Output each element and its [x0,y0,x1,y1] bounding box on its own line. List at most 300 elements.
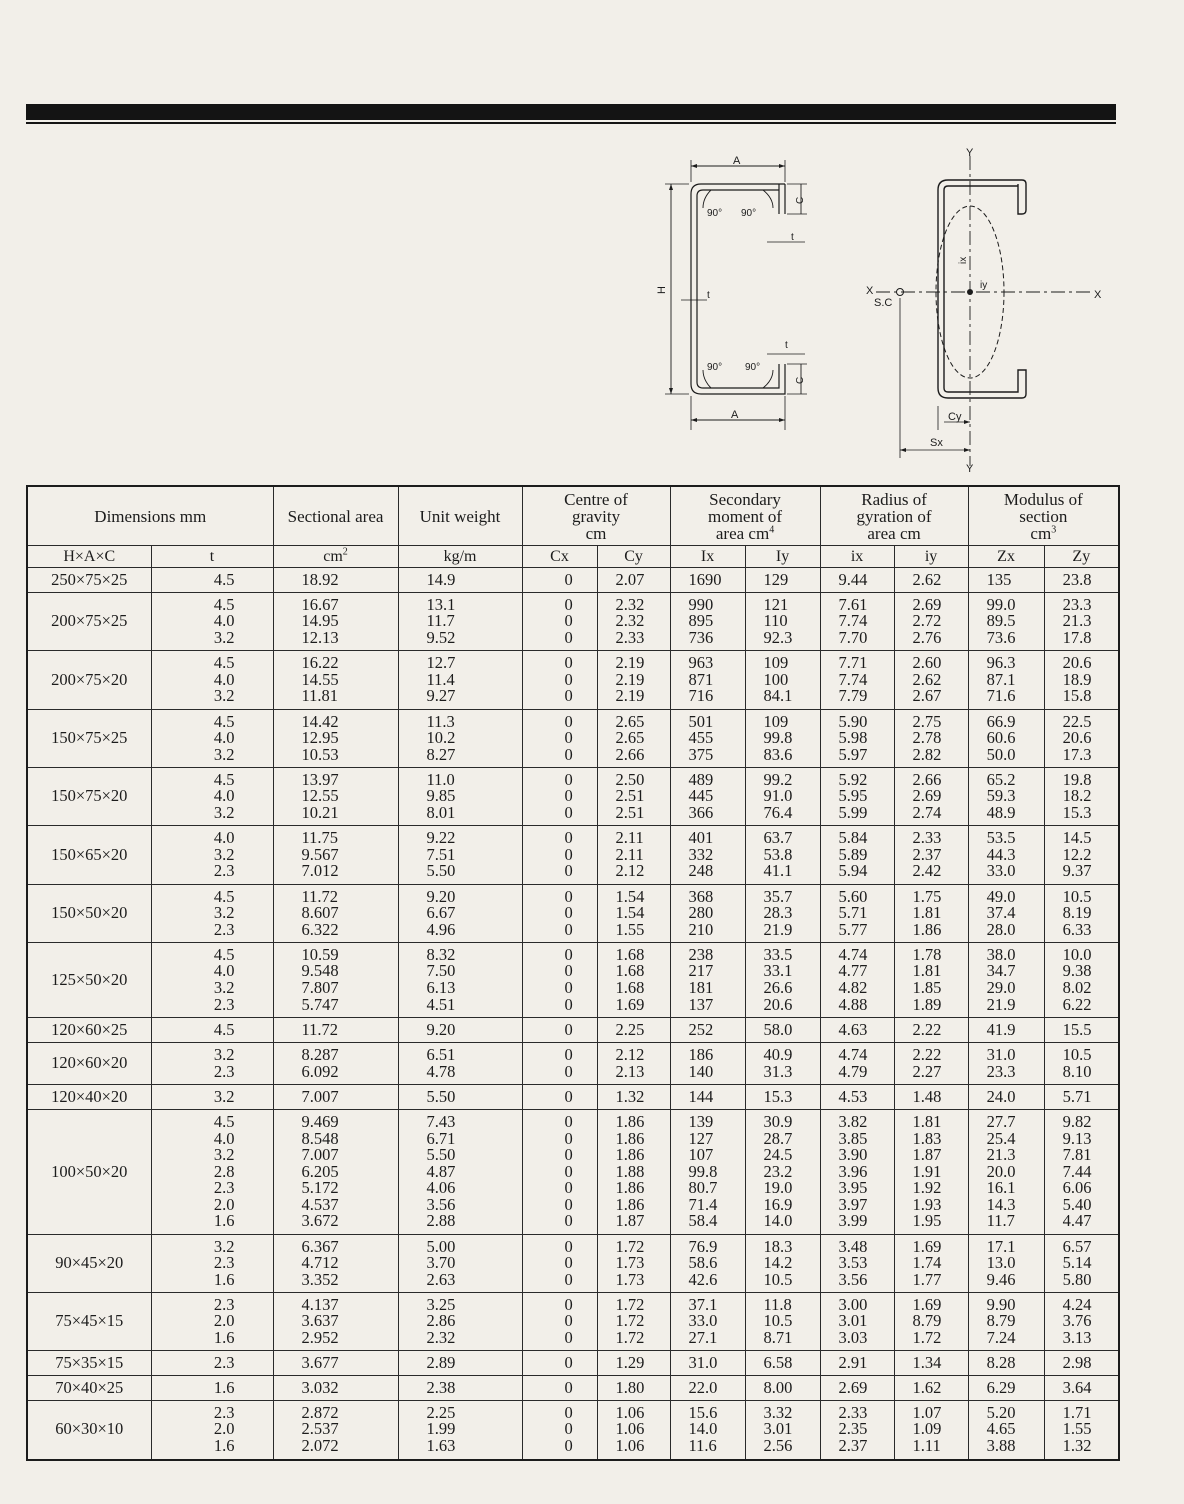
cell-line: 96.3 [986,653,1016,673]
cell-line: 2.07 [615,569,645,589]
cell-line: 89.5 [986,611,1016,631]
cell-line: 31.0 [688,1352,718,1372]
cell-line: 4.5 [213,653,235,673]
cell-line: 0 [564,844,573,864]
cell-cx [522,1235,597,1293]
cell-line: 0 [564,1178,573,1198]
cell-line: 24.0 [986,1086,1016,1106]
table-row [27,710,1119,768]
cell-line: 2.3 [213,1294,235,1314]
cell-sectional-area [273,768,398,826]
cell-line: 3.2 [213,1236,235,1256]
cell-sectional-area [273,651,398,710]
cell-dimensions: 120×40×20 [27,1085,151,1110]
cell-ix-moment [670,710,745,768]
cell-line: 6.092 [301,1061,339,1081]
cell-line: 1.92 [912,1178,942,1198]
cell-line: 14.2 [763,1253,793,1273]
cell-line: 2.22 [912,1044,942,1064]
cell-zx [968,943,1044,1018]
cell-line: 3.53 [838,1253,868,1273]
cell-line: 10.21 [301,802,339,822]
cell-line: 4.0 [213,669,235,689]
cell-line: 0 [564,1194,573,1214]
cell-line: 0 [564,569,573,589]
cell-line: 489 [688,769,714,789]
cell-iy-radius [894,1351,968,1376]
cell-dimensions: 150×50×20 [27,885,151,943]
cell-line: 48.9 [986,802,1016,822]
cell-line: 10.5 [763,1311,793,1331]
cell-dimensions: 250×75×25 [27,568,151,593]
cell-cy [597,710,670,768]
cell-ix-radius [820,1401,894,1460]
header-unit-weight: Unit weight [398,486,522,546]
cell-line: 12.2 [1062,844,1092,864]
table-row [27,1018,1119,1043]
cell-line: 6.71 [426,1128,456,1148]
cell-line: 0 [564,961,573,981]
cell-ix-radius [820,1085,894,1110]
cell-line: 38.0 [986,944,1016,964]
cell-ix-moment [670,593,745,651]
cell-line: 181 [688,978,714,997]
cell-line: 1.87 [912,1145,942,1165]
cell-line: 10.5 [1062,886,1092,906]
cell-zy [1044,1376,1119,1401]
cell-zy [1044,826,1119,885]
table-row [27,768,1119,826]
cell-line: 129 [763,569,789,589]
cell-line: 1.29 [615,1352,645,1372]
cell-line: 3.352 [301,1269,339,1289]
cell-line: 0 [564,1086,573,1106]
cell-line: 15.3 [1062,802,1092,822]
cell-line: 7.24 [986,1327,1016,1347]
cell-line: 1.78 [912,944,942,964]
cell-line: 18.9 [1062,669,1092,689]
cell-dimensions: 120×60×20 [27,1043,151,1085]
cell-line: 3.25 [426,1294,456,1314]
cell-line: 0 [564,944,573,964]
cell-unit-weight [398,1235,522,1293]
cell-ix-radius [820,651,894,710]
cell-line: 15.8 [1062,686,1092,706]
cell-line: 100 [763,669,789,689]
cell-line: 30.9 [763,1111,793,1131]
cell-sectional-area [273,1235,398,1293]
dim-label-c-top: C [795,196,806,204]
table-row [27,1401,1119,1460]
cell-line: 0 [564,728,573,748]
cell-line: 1.86 [615,1178,645,1198]
cell-line: 2.3 [213,861,235,881]
cell-cx [522,1401,597,1460]
cell-line: 11.3 [426,711,455,731]
cell-line: 186 [688,1044,714,1064]
cell-line: 8.287 [301,1044,339,1064]
cell-line: 0 [564,1044,573,1064]
cell-line: 0 [564,886,573,906]
cell-line: 4.0 [213,1128,235,1148]
cell-line: 4.5 [213,569,235,589]
cell-line: 1.72 [615,1311,645,1331]
cell-line: 1.74 [912,1253,942,1273]
cell-line: 4.5 [213,594,235,614]
cell-line: 11.7 [426,611,455,631]
table-row [27,943,1119,1018]
cell-line: 9.46 [986,1269,1016,1289]
cell-line: 2.35 [838,1419,868,1439]
cell-line: 1.69 [615,994,645,1014]
cell-line: 3.48 [838,1236,868,1256]
cell-sectional-area [273,1018,398,1043]
cell-line: 92.3 [763,627,793,647]
cell-line: 33.5 [763,944,793,964]
cell-line: 2.25 [615,1019,645,1039]
cell-line: 10.0 [1062,944,1092,964]
cell-line: 7.81 [1062,1145,1092,1165]
cell-zx [968,710,1044,768]
cell-line: 4.5 [213,1111,235,1131]
cell-iy-moment [745,1085,820,1110]
cell-dimensions: 70×40×25 [27,1376,151,1401]
dim-label-t-bottom: t [785,340,788,351]
cell-line: 2.37 [912,844,942,864]
cell-line: 28.3 [763,903,793,923]
cell-line: 4.5 [213,1019,235,1039]
cell-line: 12.95 [301,728,339,748]
cell-line: 5.14 [1062,1253,1092,1273]
cell-line: 42.6 [688,1269,718,1289]
cell-line: 23.2 [763,1161,793,1181]
cell-zx [968,826,1044,885]
cell-line: 17.8 [1062,627,1092,647]
cell-unit-weight [398,1018,522,1043]
cell-line: 238 [688,944,714,964]
angle-label-top-right: 90° [741,208,757,219]
cell-ix-moment [670,1293,745,1351]
cell-line: 1.68 [615,978,645,997]
table-row [27,593,1119,651]
cell-line: 109 [763,653,789,673]
cell-line: 8.548 [301,1128,339,1148]
cell-zx [968,1043,1044,1085]
cell-line: 1.88 [615,1161,645,1181]
cell-line: 60.6 [986,728,1016,748]
cell-line: 8.28 [986,1352,1016,1372]
cell-sectional-area [273,885,398,943]
cell-line: 41.9 [986,1019,1016,1039]
cell-line: 1.83 [912,1128,942,1148]
cell-zy [1044,593,1119,651]
cell-line: 18.92 [301,569,339,589]
cell-line: 29.0 [986,978,1016,997]
cell-thickness [151,1401,273,1460]
subheader-zx: Zx [968,546,1044,568]
cell-line: 5.71 [838,903,868,923]
cell-line: 4.96 [426,919,456,939]
cell-line: 4.5 [213,886,235,906]
header-modulus-of-section: Modulus of section $cm^3$ [968,486,1119,546]
cell-line: 58.6 [688,1253,718,1273]
cell-unit-weight [398,1351,522,1376]
cell-line: 5.20 [986,1402,1016,1422]
cell-line: 23.3 [1062,594,1092,614]
cell-line: 7.70 [838,627,868,647]
angle-label-top-left: 90° [707,208,723,219]
cell-line: 4.24 [1062,1294,1092,1314]
cell-line: 8.00 [763,1377,793,1397]
cell-line: 63.7 [763,828,793,848]
cell-line: 9.20 [426,886,456,906]
header-sectional-area: Sectional area [273,486,398,546]
cell-line: 24.5 [763,1145,793,1165]
cell-line: 3.88 [986,1436,1016,1456]
cell-line: 1.86 [615,1111,645,1131]
cell-line: 1.6 [213,1327,235,1347]
header-secondary-moment: Secondary moment of area $cm^4$ [670,486,820,546]
cell-line: 33.0 [986,861,1016,881]
cell-iy-moment [745,943,820,1018]
cell-line: 3.01 [763,1419,793,1439]
cell-zy [1044,568,1119,593]
cell-cx [522,826,597,885]
cell-line: 3.2 [213,744,235,764]
cell-cx [522,710,597,768]
cell-dimensions: 200×75×25 [27,593,151,651]
cell-line: 3.96 [838,1161,868,1181]
dim-label-a-top: A [733,155,741,167]
cell-ix-moment [670,651,745,710]
cell-line: 1690 [688,569,722,589]
cell-zx [968,1110,1044,1235]
cell-iy-moment [745,593,820,651]
cell-line: 16.22 [301,653,339,673]
cell-thickness [151,1376,273,1401]
cell-dimensions: 125×50×20 [27,943,151,1018]
cell-line: 7.71 [838,653,868,673]
cell-line: 2.0 [213,1311,235,1331]
cell-line: 4.0 [213,786,235,806]
cell-line: 0 [564,978,573,997]
cell-line: 4.06 [426,1178,456,1198]
cell-iy-radius [894,593,968,651]
cell-line: 1.71 [1062,1402,1092,1422]
subheader-iy-radius: iy [894,546,968,568]
cell-line: 736 [688,627,714,647]
cell-line: 2.32 [615,611,645,631]
cell-line: 2.33 [838,1402,868,1422]
cell-line: 2.67 [912,686,942,706]
subheader-iy-moment: Iy [745,546,820,568]
cell-unit-weight [398,651,522,710]
cell-line: 2.88 [426,1211,456,1231]
cell-line: 22.0 [688,1377,718,1397]
dim-label-t-top: t [791,232,794,243]
cell-line: 8.79 [986,1311,1016,1331]
cell-line: 21.3 [1062,611,1092,631]
cell-line: 1.99 [426,1419,456,1439]
table-row [27,568,1119,593]
cell-line: 1.73 [615,1253,645,1273]
angle-label-bottom-right: 90° [745,362,761,373]
cell-line: 2.33 [615,627,645,647]
cell-sectional-area [273,943,398,1018]
cell-line: 5.50 [426,1086,456,1106]
cell-line: 1.32 [1062,1436,1092,1456]
cell-iy-radius [894,1235,968,1293]
cell-line: 9.52 [426,627,456,647]
cell-line: 71.6 [986,686,1016,706]
cell-line: 0 [564,994,573,1014]
channel-dimension-diagram [655,148,820,438]
cell-line: 16.9 [763,1194,793,1214]
cell-line: 7.43 [426,1111,456,1131]
cell-line: 7.807 [301,978,339,997]
cell-line: 91.0 [763,786,793,806]
axis-label-x-left: X [866,285,874,297]
header-radius-of-gyration: Radius of gyration of area cm [820,486,968,546]
cell-line: 9.82 [1062,1111,1092,1131]
cell-iy-radius [894,1401,968,1460]
cell-line: 4.0 [213,828,235,848]
cell-line: 3.637 [301,1311,339,1331]
cell-iy-moment [745,1235,820,1293]
cell-line: 2.62 [912,569,942,589]
cell-line: 963 [688,653,714,673]
cell-line: 3.672 [301,1211,339,1231]
cell-ix-moment [670,1043,745,1085]
cell-line: 0 [564,828,573,848]
cell-line: 135 [986,569,1012,589]
cell-line: 1.34 [912,1352,942,1372]
cell-dimensions: 150×75×25 [27,710,151,768]
cell-line: 18.3 [763,1236,793,1256]
cell-line: 16.1 [986,1178,1016,1198]
cell-line: 2.27 [912,1061,942,1081]
cell-line: 1.89 [912,994,942,1014]
cell-cy [597,826,670,885]
cell-line: 1.69 [912,1236,942,1256]
cell-line: 37.4 [986,903,1016,923]
cell-line: 9.37 [1062,861,1092,881]
cell-iy-moment [745,826,820,885]
cell-line: 58.0 [763,1019,793,1039]
cell-line: 1.6 [213,1377,235,1397]
cell-cx [522,1085,597,1110]
cell-iy-radius [894,1293,968,1351]
cell-line: 2.12 [615,1044,645,1064]
cell-line: 7.61 [838,594,868,614]
cell-line: 5.97 [838,744,868,764]
cell-line: 80.7 [688,1178,718,1198]
cell-iy-radius [894,768,968,826]
cell-line: 41.1 [763,861,793,881]
cell-line: 127 [688,1128,714,1148]
cell-line: 3.2 [213,802,235,822]
cell-iy-radius [894,568,968,593]
cell-line: 3.56 [426,1194,456,1214]
cell-dimensions: 120×60×25 [27,1018,151,1043]
cell-line: 6.22 [1062,994,1092,1014]
cell-cy [597,1043,670,1085]
cell-line: 11.0 [426,769,455,789]
cell-line: 871 [688,669,714,689]
cell-line: 2.3 [213,1402,235,1422]
subheader-area-unit: $cm^2$ [273,546,398,568]
cell-cx [522,1376,597,1401]
cell-ix-moment [670,1376,745,1401]
cell-unit-weight [398,1043,522,1085]
cell-iy-moment [745,1401,820,1460]
cell-unit-weight [398,885,522,943]
cell-zx [968,593,1044,651]
cell-line: 0 [564,769,573,789]
cell-cy [597,885,670,943]
cell-line: 0 [564,611,573,631]
cell-iy-moment [745,710,820,768]
cell-line: 2.51 [615,802,645,822]
cell-line: 716 [688,686,714,706]
cell-line: 1.54 [615,903,645,923]
cell-line: 2.19 [615,669,645,689]
cell-line: 1.72 [615,1236,645,1256]
cell-cy [597,1293,670,1351]
cell-line: 3.2 [213,844,235,864]
cell-line: 3.95 [838,1178,868,1198]
cell-line: 8.32 [426,944,456,964]
cell-line: 2.11 [615,828,644,848]
cell-line: 1.6 [213,1269,235,1289]
cell-sectional-area [273,1043,398,1085]
cell-cy [597,593,670,651]
cell-line: 2.952 [301,1327,339,1347]
cell-line: 3.2 [213,1044,235,1064]
cell-line: 0 [564,903,573,923]
cell-line: 4.74 [838,1044,868,1064]
cell-line: 0 [564,861,573,881]
cell-line: 1.75 [912,886,942,906]
table-row [27,1376,1119,1401]
cell-line: 2.3 [213,1178,235,1198]
cell-line: 375 [688,744,714,764]
cell-thickness [151,1110,273,1235]
cell-line: 2.3 [213,1253,235,1273]
cell-unit-weight [398,1085,522,1110]
cell-line: 9.27 [426,686,456,706]
cell-line: 12.7 [426,653,456,673]
cell-line: 8.01 [426,802,456,822]
sx-label: Sx [930,437,943,449]
cell-line: 2.3 [213,919,235,939]
cell-line: 14.42 [301,711,339,731]
cell-unit-weight [398,943,522,1018]
cell-line: 280 [688,903,714,923]
cell-sectional-area [273,710,398,768]
cell-line: 210 [688,919,714,939]
cell-line: 9.44 [838,569,868,589]
cell-dimensions: 150×75×20 [27,768,151,826]
cell-line: 7.51 [426,844,456,864]
cell-line: 0 [564,1019,573,1039]
cell-line: 3.56 [838,1269,868,1289]
cell-line: 4.51 [426,994,456,1014]
cell-thickness [151,885,273,943]
cell-line: 1.77 [912,1269,942,1289]
subheader-ix-moment: Ix [670,546,745,568]
cell-sectional-area [273,593,398,651]
